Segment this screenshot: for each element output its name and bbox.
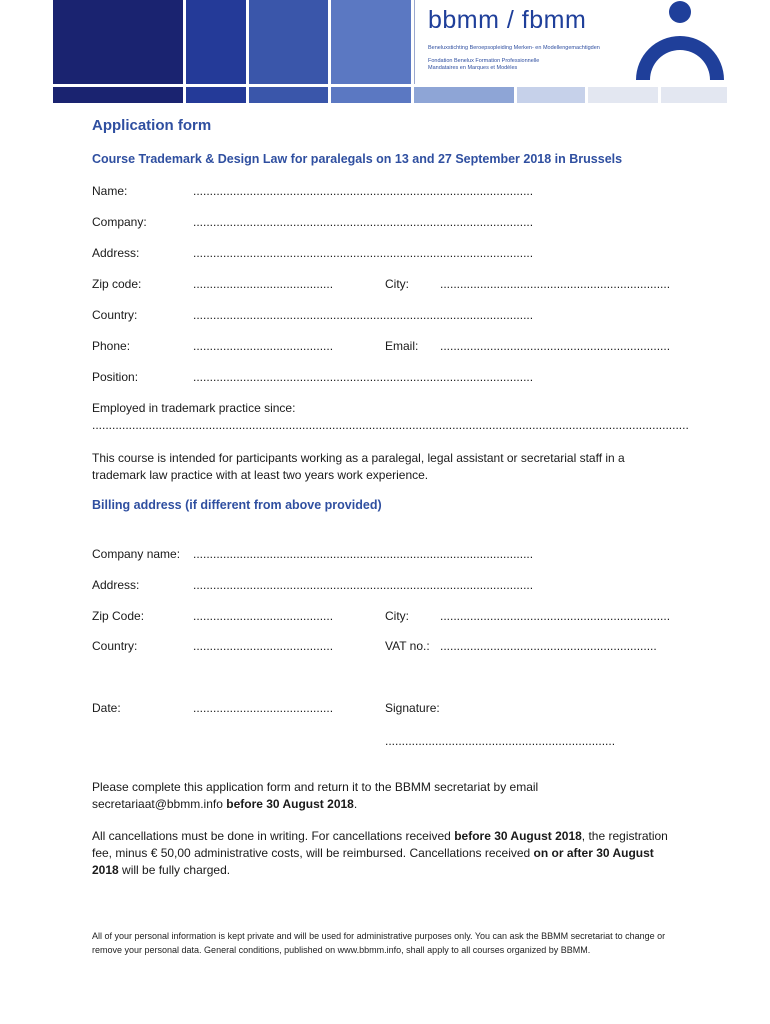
date-label: Date:	[92, 701, 121, 715]
page-title: Application form	[92, 117, 212, 134]
address-label: Address:	[92, 246, 140, 260]
email-label: Email:	[385, 339, 419, 353]
vat-label: VAT no.:	[385, 639, 430, 653]
cancel-deadline-1: before 30 August 2018	[454, 829, 582, 843]
city-field[interactable]: .....................................................................	[440, 277, 671, 291]
banner-strip-8	[661, 87, 727, 103]
billing-country-field[interactable]: ..........................................	[193, 639, 334, 653]
country-field[interactable]: ......................................................................................................	[193, 308, 534, 322]
banner-block-2	[186, 0, 246, 84]
cancel-text-2: , the registration fee, minus € 50,00 administrative costs, will be reimbursed. Cancellations received	[92, 829, 668, 860]
billing-zip-label: Zip Code:	[92, 609, 145, 623]
course-heading: Course Trademark & Design Law for paralegals on 13 and 27 September 2018 in Brussels	[92, 152, 623, 166]
privacy-footer: All of your personal information is kept private and will be used for administrative purposes only. You can ask the BBMM secretariat to change or remove your personal data. General conditions, published on www.bbmm.info, shall apply to all courses organized by BBMM.	[92, 931, 666, 955]
billing-country-label: Country:	[92, 639, 138, 653]
cancel-text-1: All cancellations must be done in writing. For cancellations received	[92, 829, 455, 843]
banner-block-1	[53, 0, 183, 84]
vat-field[interactable]: .................................................................	[440, 639, 657, 653]
zip-label: Zip code:	[92, 277, 142, 291]
billing-address-label: Address:	[92, 578, 140, 592]
banner-strip-5	[414, 87, 514, 103]
company-label: Company:	[92, 215, 147, 229]
signature-label: Signature:	[385, 701, 440, 715]
cancel-deadline-2: on or after 30 August 2018	[92, 846, 654, 877]
email-field[interactable]: .....................................................................	[440, 339, 671, 353]
position-field[interactable]: ......................................................................................................	[193, 370, 534, 384]
return-deadline: before 30 August 2018	[226, 797, 354, 811]
return-text: Please complete this application form and return it to the BBMM secretariat by email secretariaat@bbmm.info	[92, 780, 539, 811]
date-field[interactable]: ..........................................	[193, 701, 334, 715]
billing-company-label: Company name:	[92, 547, 181, 561]
banner-block-3	[249, 0, 328, 84]
logo-person-icon	[632, 0, 728, 84]
brand-name: bbmm / fbmm	[428, 6, 587, 34]
position-label: Position:	[92, 370, 139, 384]
cancellation-policy	[92, 828, 682, 879]
phone-field[interactable]: ..........................................	[193, 339, 334, 353]
country-label: Country:	[92, 308, 138, 322]
banner-strip-7	[588, 87, 658, 103]
name-label: Name:	[92, 184, 128, 198]
phone-label: Phone:	[92, 339, 131, 353]
name-field[interactable]: ......................................................................................................	[193, 184, 534, 198]
logo-divider	[414, 0, 415, 84]
signature-field[interactable]: .....................................................................	[385, 734, 616, 748]
billing-company-field[interactable]: ......................................................................................................	[193, 547, 534, 561]
billing-city-label: City:	[385, 609, 409, 623]
banner-block-4	[331, 0, 411, 84]
billing-zip-field[interactable]: ..........................................	[193, 609, 334, 623]
billing-city-field[interactable]: .....................................................................	[440, 609, 671, 623]
return-instructions	[92, 779, 632, 813]
billing-heading: Billing address (if different from above provided)	[92, 498, 382, 512]
city-label: City:	[385, 277, 409, 291]
banner-strip-4	[331, 87, 411, 103]
banner-strip-1	[53, 87, 183, 103]
billing-address-field[interactable]: ......................................................................................................	[193, 578, 534, 592]
employed-field[interactable]: ...................................................................................................................................................................................	[92, 418, 689, 432]
banner-strip-3	[249, 87, 328, 103]
company-field[interactable]: ......................................................................................................	[193, 215, 534, 229]
employed-label: Employed in trademark practice since:	[92, 401, 296, 415]
banner-strip-6	[517, 87, 585, 103]
tagline-nl: Beneluxstichting Beroepsopleiding Merken- en Modellengemachtigden	[428, 45, 600, 51]
cancel-text-3: will be fully charged.	[118, 863, 231, 877]
tagline-fr: Fondation Benelux Formation Professionnelle Mandataires en Marques et Modèles	[428, 58, 540, 71]
intro-paragraph: This course is intended for participants working as a paralegal, legal assistant or secretarial staff in a trademark law practice with at least two years work experience.	[92, 451, 625, 482]
zip-field[interactable]: ..........................................	[193, 277, 334, 291]
return-end: .	[353, 797, 358, 811]
address-field[interactable]: ......................................................................................................	[193, 246, 534, 260]
banner-strip-2	[186, 87, 246, 103]
